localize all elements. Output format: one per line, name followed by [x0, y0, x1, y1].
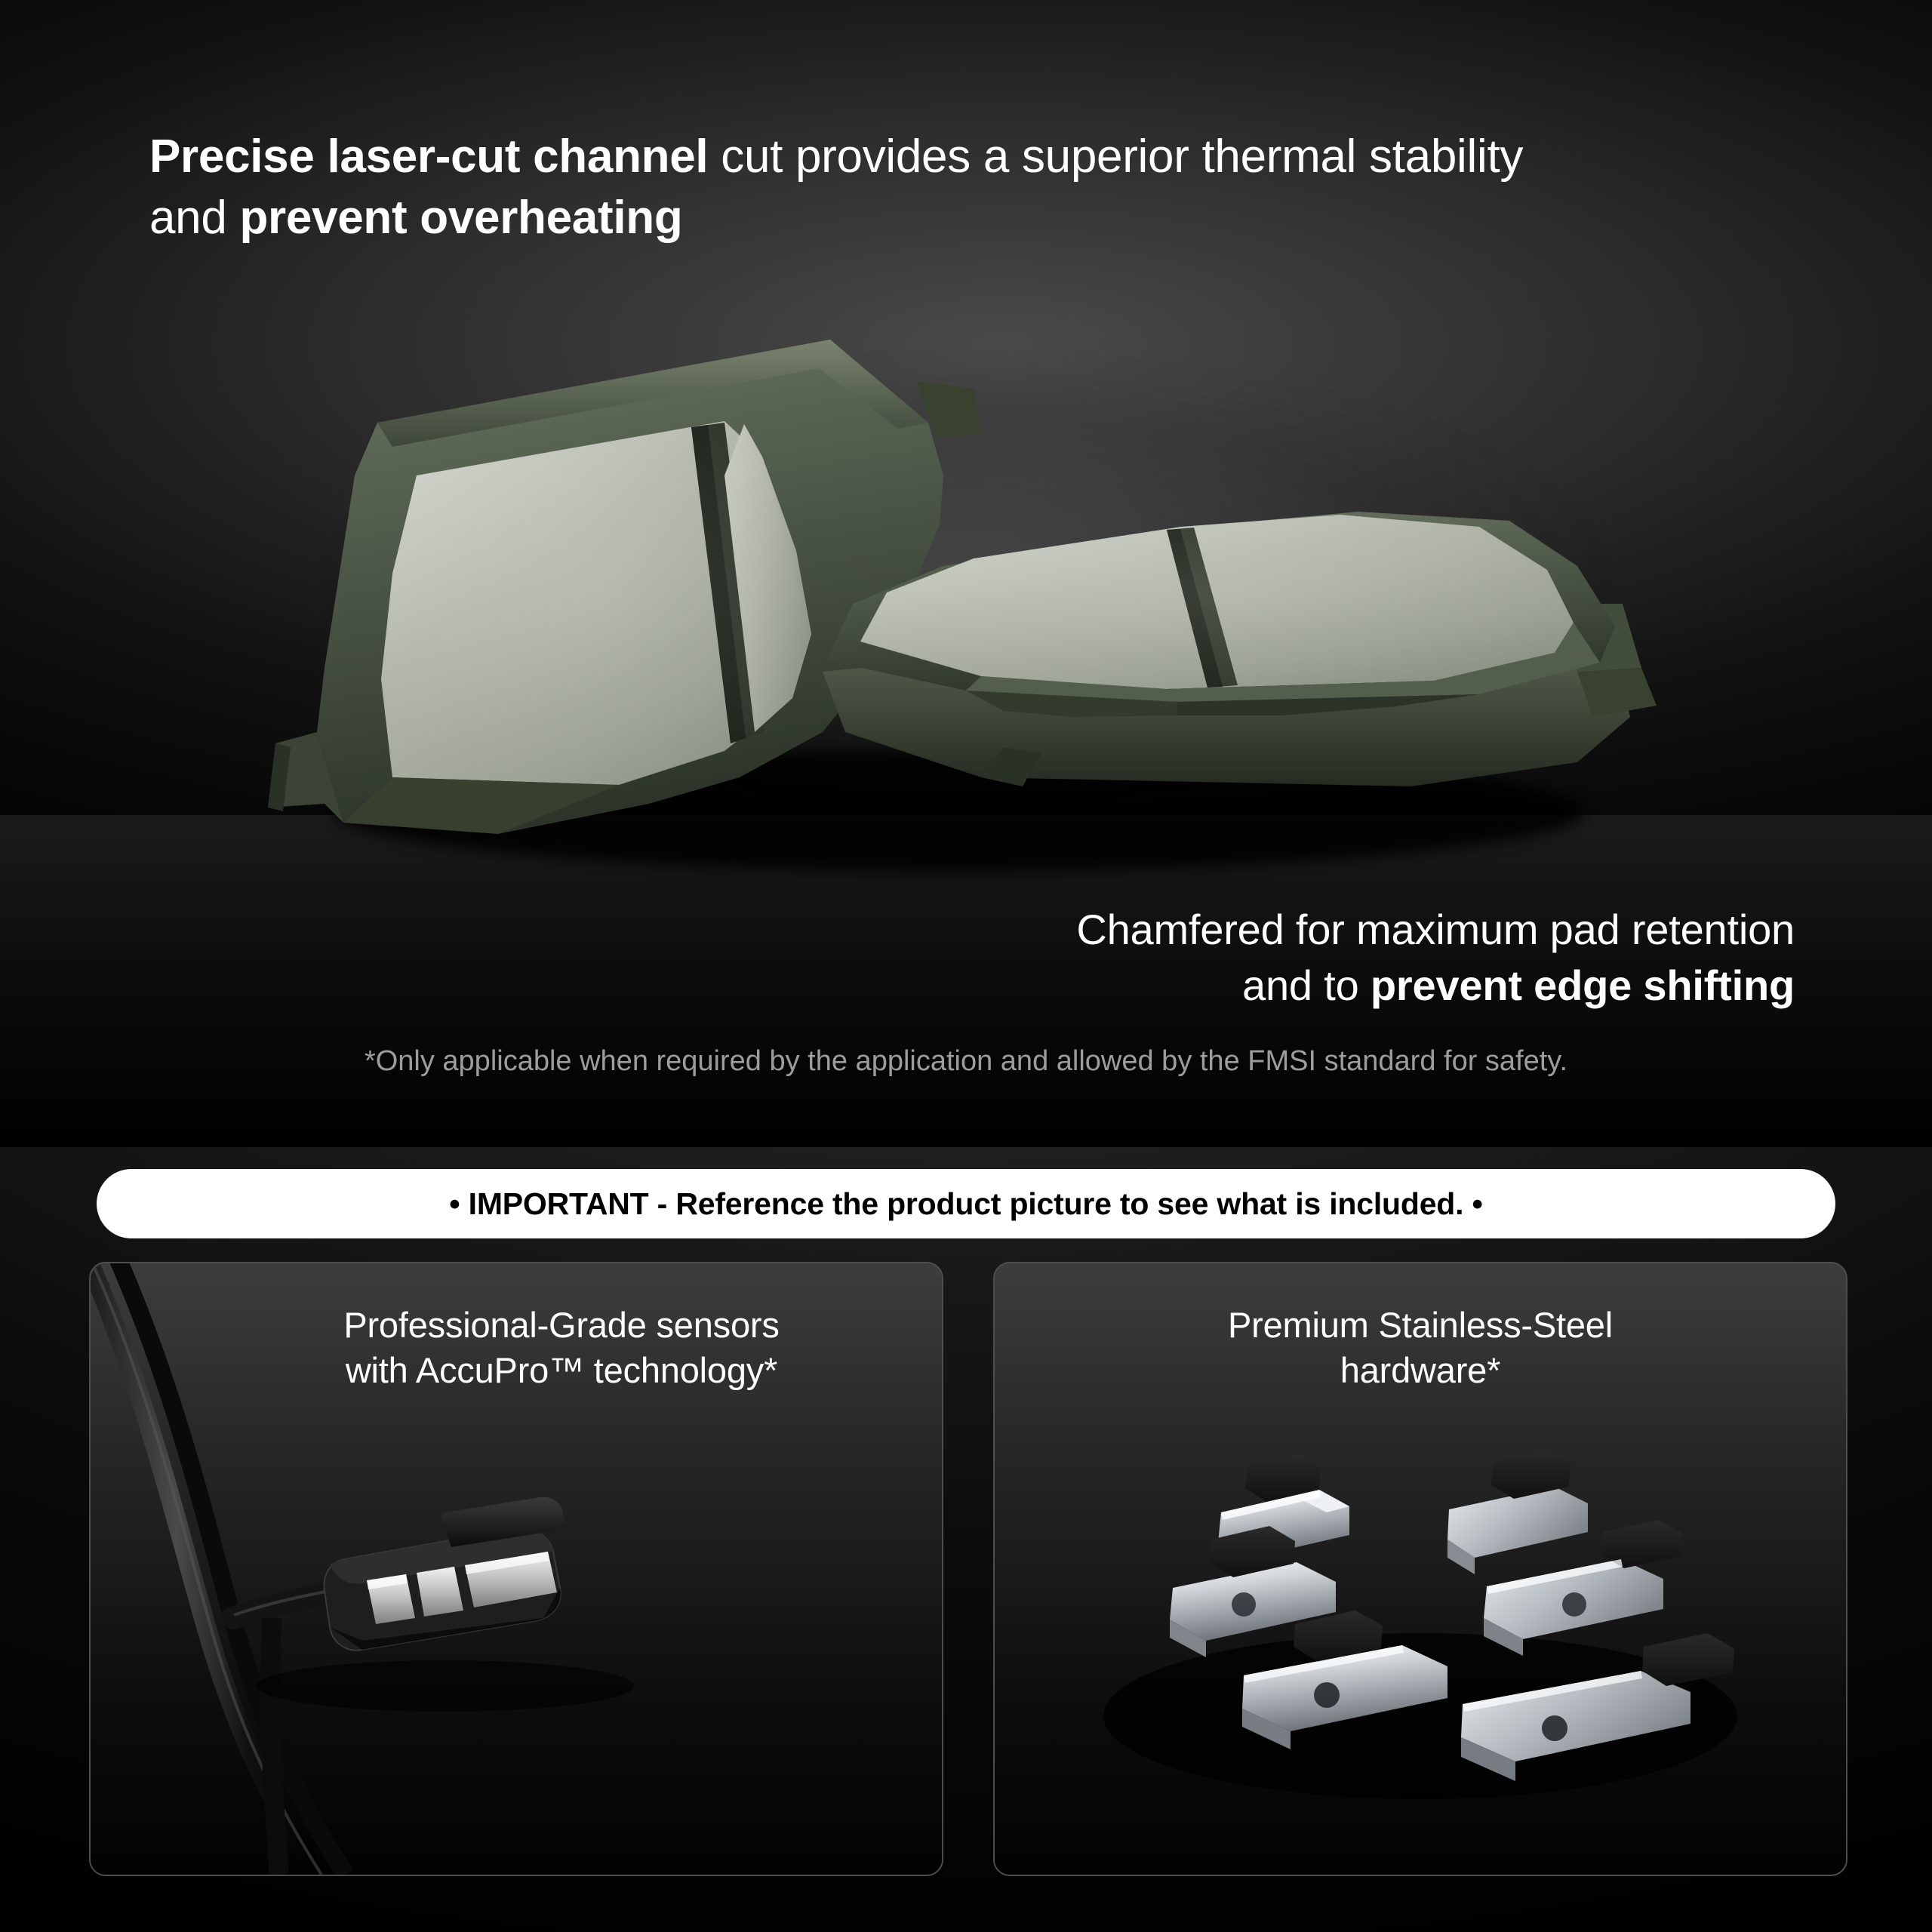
subheadline [663, 902, 1795, 1014]
brake-pads-illustration [0, 249, 1932, 913]
panel-sensors-title-line-1: Professional-Grade sensors [343, 1305, 780, 1345]
panel-hardware-title-line-1: Premium Stainless-Steel [1228, 1305, 1613, 1345]
brake-pad-right [823, 512, 1657, 786]
subheadline-bold: prevent edge shifting [1370, 961, 1795, 1009]
brake-pads-svg [0, 249, 1932, 913]
panel-hardware-title-line-2: hardware* [1340, 1350, 1501, 1391]
panel-sensors-title [91, 1303, 942, 1393]
important-banner-text: • IMPORTANT - Reference the product picture to see what is included. • [449, 1186, 1483, 1221]
headline-bold-2: prevent overheating [239, 191, 683, 244]
headline [149, 127, 1795, 248]
subheadline-line-2: and to [1242, 961, 1371, 1009]
important-banner [97, 1169, 1835, 1238]
panel-hardware [993, 1262, 1847, 1876]
panel-hardware-title [995, 1303, 1846, 1393]
headline-bold-1: Precise laser-cut channel [149, 131, 709, 183]
subheadline-line-1: Chamfered for maximum pad retention [1076, 906, 1795, 953]
panel-sensors-title-line-2: with AccuPro™ technology* [345, 1350, 778, 1391]
headline-rest-1: cut provides a superior thermal stability [708, 131, 1524, 183]
headline-rest-2: and [149, 191, 240, 244]
footnote-text: *Only applicable when required by the application and allowed by the FMSI standard for safety. [364, 1045, 1568, 1077]
panel-sensors [89, 1262, 943, 1876]
